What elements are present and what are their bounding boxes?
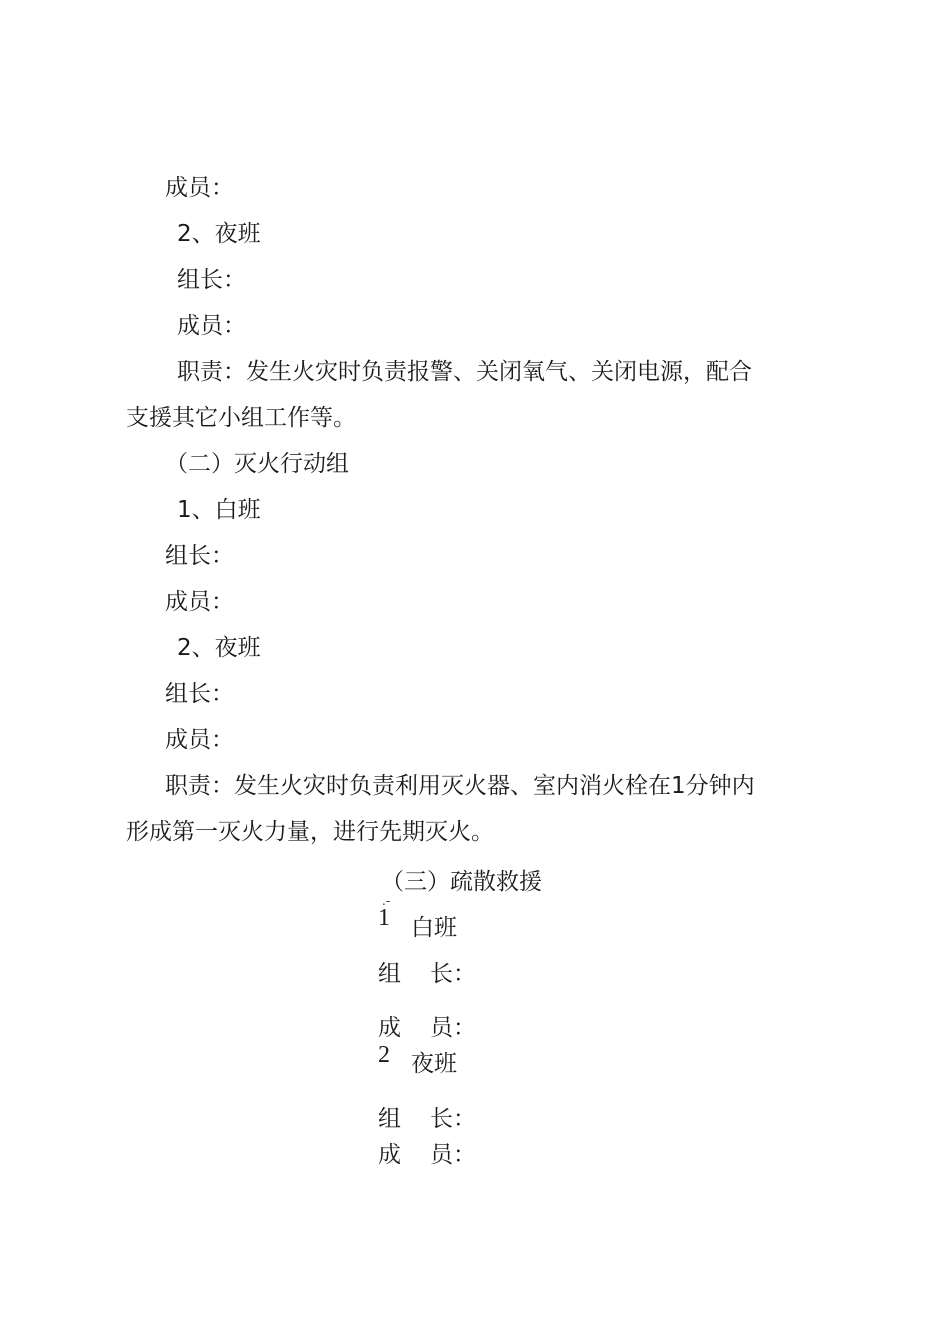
label-char: 长： — [430, 961, 476, 987]
stray-mark: .- — [382, 894, 391, 908]
members-label: 成员： — [165, 589, 234, 615]
group-leader-label — [378, 959, 476, 989]
members-label: 成员： — [165, 175, 234, 201]
duty-text-line1: 职责：发生火灾时负责报警、关闭氧气、关闭电源，配合 — [177, 359, 752, 385]
label-char: 成 — [378, 1142, 401, 1168]
label-char: 组 — [378, 961, 401, 987]
group-leader-label — [378, 1104, 476, 1134]
duty-text-line2: 形成第一灭火力量，进行先期灭火。 — [126, 819, 494, 845]
duty-text-line2: 支援其它小组工作等。 — [126, 405, 356, 431]
night-shift-heading: 2、夜班 — [177, 221, 261, 247]
members-label: 成员： — [165, 727, 234, 753]
label-char: 员： — [430, 1142, 476, 1168]
day-shift-heading: 1、白班 — [177, 497, 261, 523]
label-char: 组 — [378, 1106, 401, 1132]
section-heading-fire-fighting: （二）灭火行动组 — [165, 451, 349, 477]
section-heading-evacuation: （三）疏散救援 — [381, 869, 542, 895]
members-label — [378, 1013, 476, 1043]
label-char: 长： — [430, 1106, 476, 1132]
night-shift-heading: 夜班 — [411, 1051, 457, 1077]
group-leader-label: 组长： — [165, 543, 234, 569]
day-shift-heading: 白班 — [411, 915, 457, 941]
members-label: 成员： — [177, 313, 246, 339]
list-number: 2 — [378, 1042, 390, 1068]
list-number: 1 — [378, 905, 390, 931]
label-char: 成 — [378, 1015, 401, 1041]
label-char: 员： — [430, 1015, 476, 1041]
duty-text-line1: 职责：发生火灾时负责利用灭火器、室内消火栓在1分钟内 — [165, 773, 755, 799]
night-shift-heading: 2、夜班 — [177, 635, 261, 661]
members-label — [378, 1140, 476, 1170]
group-leader-label: 组长： — [177, 267, 246, 293]
group-leader-label: 组长： — [165, 681, 234, 707]
